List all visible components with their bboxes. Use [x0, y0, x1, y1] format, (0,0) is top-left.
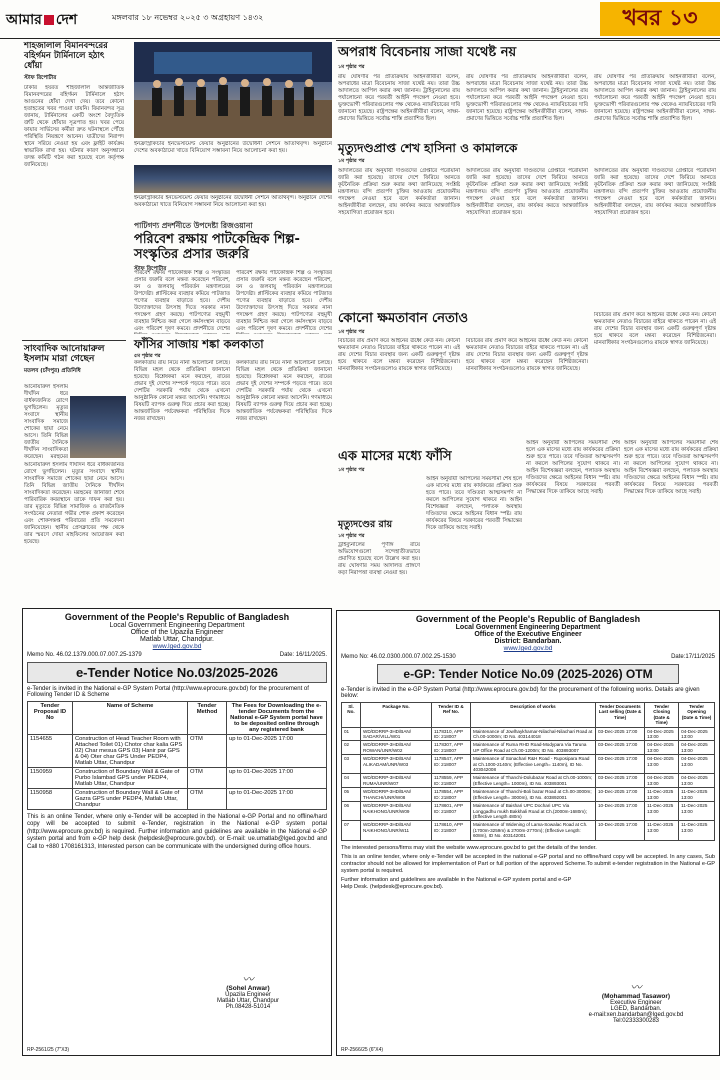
- cell-closing: 11-Dec-2025 13:00: [645, 821, 679, 840]
- crime-body-col1: রায় ঘোষণার পর প্রতিক্রিয়ায় আইনজীবীরা বলেন, অপরাধের মাত্রা বিবেচনায় সাজা যথেষ্ট নয়। তারা উচ্চ আদালতে আপিল করার কথা জানান। ট্রাইব্যুনালের রায় পর্যালোচনা করে পরবর্তী আইনি পদক্ষেপ নেওয়া হবে। ভুক্তভোগী পরিবারগুলোর পক্ষ থেকেও ন্যায়বিচারের দাবি জানানো হয়েছে। রাষ্ট্রপক্ষের আইনজীবীরা বলেন, সাক্ষ্য-প্রমাণের ভিত্তিতে সর্বোচ্চ শাস্তি প্রত্যাশিত ছিল।: [338, 74, 460, 122]
- table-row: [342, 755, 715, 774]
- cell-closing: 04-Dec-2025 13:00: [645, 774, 679, 788]
- ad-footer-rules: This is an online tender, where only e-Tender will be accepted in the national e-GP portal and no offline/hard copy will be accepted. In any cases, Sub contractor should not be allowed for implementation of Part or full portion of the approved Scheme.To submit e-tender registration in the National e-GP system portal is required.: [341, 854, 715, 874]
- cell-description: Maintenance of Widening of Lama-Sowalac Road at Ch.(1700m-3259m) & 2700m-2770m); (Effective Length: 608m), ID No. 403142001: [471, 821, 596, 840]
- cell-scheme: Construction of Boundary Wall & Gate of Gazra GPS under PEDP4, Matlab Uttar, Chandpur: [73, 789, 188, 810]
- sig-name: (Sohel Anwar): [226, 985, 270, 992]
- cell-description: Maintenance of Thanchi-Dolubazar Road at Ch.00-1000m; (Effective Length= 1000m), ID No. 403893001: [471, 774, 596, 788]
- signature-mark: 〰: [630, 981, 642, 994]
- cell-package: WD/DDRRP-3HD/BAN/ ROWAN/UNR/W02: [361, 741, 432, 755]
- ad-footer: This is an online Tender, where only e-Tender will be accepted in the National e-GP Portal and no offline/hard copy will be accepted to submit e-Tender, registration in the National e-GP system portal (http://www.eprocure.gov.bd) is required. Further information and guidelines are available in the National e-GP system portal and from e-GP help desk (helpdesk@eprocure.gov.bd). or E-mail: ue.umatlab@lged.gov.bd and Call to +880 1708161313, Interested person can be communicate with the undersigned during office hours.: [27, 814, 327, 850]
- cell-closing: 11-Dec-2025 13:00: [645, 788, 679, 802]
- table-row: [342, 821, 715, 840]
- table-header-row: [28, 702, 327, 735]
- cell-description: Maintenance of Ruma RHD Road-Modypara Via Taruna UP Office Road at Ch.00-1200m; ID No. 403893007: [471, 741, 596, 755]
- cell-package: WD/DDRRP-3HD/BAN/ ALIKADAM/UNR/W03: [361, 755, 432, 774]
- cell-opening: 04-Dec-2025 13:00: [679, 755, 715, 774]
- cell-closing: 11-Dec-2025 13:00: [645, 802, 679, 821]
- brand-dot: [44, 15, 54, 25]
- fire-story: [24, 42, 124, 317]
- sig-title: Upazila Engineer: [225, 992, 271, 998]
- cell-tender-id: 1178547, APP ID: 218007: [432, 755, 471, 774]
- ad-district-line: District: Bandarban.: [494, 638, 562, 645]
- cell-tender-id: 1178559, APP ID: 218007: [432, 774, 471, 788]
- section-page-tag: খবর ১৩: [600, 2, 720, 36]
- cell-package: WD/DDRRP-3HD/BAN/ SADAR/VILL/W01: [361, 727, 432, 741]
- crime-headline: অপরাধ বিবেচনায় সাজা যথেষ্ট নয়: [338, 45, 517, 60]
- nota-body-col3: বিচারের রায় প্রমাণ করে আইনের ঊর্ধ্বে কেউ নন। কোনো ক্ষমতাবান নেতাও বিচারের বাইরে থাকতে পারেন না। এই রায় দেশের বিচার ব্যবস্থার জন্য একটি গুরুত্বপূর্ণ দৃষ্টান্ত হয়ে থাকবে বলে মন্তব্য করেছেন বিশিষ্টজনেরা। মানবাধিকার সংগঠনগুলোও রায়কে স্বাগত জানিয়েছে।: [594, 312, 716, 346]
- cell-tender-id: 1178601, APP ID: 218007: [432, 802, 471, 821]
- page-header: [0, 0, 720, 39]
- crime-body-col3: রায় ঘোষণার পর প্রতিক্রিয়ায় আইনজীবীরা বলেন, অপরাধের মাত্রা বিবেচনায় সাজা যথেষ্ট নয়। তারা উচ্চ আদালতে আপিল করার কথা জানান। ট্রাইব্যুনালের রায় পর্যালোচনা করে পরবর্তী আইনি পদক্ষেপ নেওয়া হবে। ভুক্তভোগী পরিবারগুলোর পক্ষ থেকেও ন্যায়বিচারের দাবি জানানো হয়েছে। রাষ্ট্রপক্ষের আইনজীবীরা বলেন, সাক্ষ্য-প্রমাণের ভিত্তিতে সর্বোচ্চ শাস্তি প্রত্যাশিত ছিল।: [594, 74, 716, 122]
- sig-place: Matlab Uttar, Chandpur: [216, 998, 280, 1004]
- nota-headline: কোনো ক্ষমতাবান নেতাও: [338, 311, 469, 326]
- fashi-kicker: ৫ম পৃষ্ঠার পর: [134, 353, 161, 360]
- obit-headline: সাংবাদিক আনোয়ারুল ইসলাম মারা গেছেন: [24, 344, 105, 365]
- cell-sl: 05: [342, 788, 361, 802]
- masthead-logo: [6, 8, 77, 32]
- cell-selling: 03-Dec-2025 17:00: [596, 774, 645, 788]
- cell-scheme: Construction of Head Teacher Room with Attached Toilet 01) Chotor char kalia GPS 02) Char mesua GPS 03) Hanir par GPS & 04) Oter char GPS Under PEDP4, Matlab Uttar, Chandpur: [73, 735, 188, 768]
- cell-fee: up to 01-Dec-2025 17:00: [227, 768, 327, 789]
- park-body-col2: পরিবেশ রক্ষায় পাটকেন্দ্রিক শিল্প ও সংস্কৃতির প্রসার জরুরি বলে মন্তব্য করেছেন পরিবেশ, বন ও জলবায়ু পরিবর্তন মন্ত্রণালয়ের উপদেষ্টা। প্লাস্টিকের ব্যবহার কমিয়ে পাটজাত পণ্যের ব্যবহার বাড়াতে হবে। দেশীয় উদ্যোক্তাদের উৎসাহ দিতে সরকার নানা পদক্ষেপ গ্রহণ করছে। পাটপণ্যের বহুমুখী ব্যবহার নিশ্চিত করা গেলে কর্মসংস্থান বাড়বে এবং পরিবেশ দূষণ কমবে। প্রদর্শনীতে দেশের: [236, 270, 332, 332]
- ad-memo: Memo No. 46.02.1379.000.07.007.25-1379: [27, 652, 142, 658]
- ad-footer-visit: The interested persons/firms may visit the website www.eprocure.gov.bd to get the details of the tender.: [341, 844, 597, 851]
- ad-memo: Memo No: 46.02.0300.000.07.002.25-1530: [341, 654, 456, 660]
- cell-opening: 11-Dec-2025 13:00: [679, 788, 715, 802]
- col-header: Tender Proposal ID No: [28, 702, 73, 735]
- cell-opening: 04-Dec-2025 13:00: [679, 727, 715, 741]
- brand-left: আমার: [6, 12, 42, 28]
- nota-story: [338, 312, 538, 336]
- photo-caption: ইনফ্রাস্ট্রাকচার ইনভেস্টমেন্ট ফেয়ার অনুষ্ঠানের উদ্বোধনী সেশনে অতিথিবৃন্দ। অনুষ্ঠানে দেশের অবকাঠামো খাতে বিনিয়োগ সম্ভাবনা নিয়ে আলোচনা করা হয়।: [134, 141, 332, 154]
- cell-scheme: Construction of Boundary Wall & Gate of Purbo Islambad GPS under PEDP4, Matlab Uttar, Chandpur: [73, 768, 188, 789]
- cell-package: WD/DDRRP-3HD/BAN/ THANCHI/UNR/W08: [361, 788, 432, 802]
- cell-description: Maintenance of Thanchi-Boli bazar Road at Ch.00-3000m; (Effective Length= 3000m), ID No. 403892001: [471, 788, 596, 802]
- col-header: The Fees for Downloading the e-tender Documents from the National e-GP System portal have to be deposited online through any registered bank: [227, 702, 327, 735]
- cell-opening: 11-Dec-2025 13:00: [679, 802, 715, 821]
- cell-sl: 06: [342, 802, 361, 821]
- month-body-col3: আইন অনুযায়ী আপিলের সময়সীমা শেষ হলে এক মাসের মধ্যে রায় কার্যকরের প্রক্রিয়া শুরু হতে পারে। তবে দণ্ডিতরা আত্মসমর্পণ না করলে আপিলের সুযোগ থাকবে না। আইন বিশেষজ্ঞরা বলছেন, পলাতক অবস্থায় দণ্ডিতদের ক্ষেত্রে আইনের বিধান স্পষ্ট। রায় কার্যকরের বিষয়ে সরকারের পরবর্তী সিদ্ধান্তের দিকে তাকিয়ে আছে সবাই।: [624, 440, 718, 495]
- cell-id: 1150959: [28, 768, 73, 789]
- cell-method: OTM: [188, 768, 227, 789]
- ad-date: Date:17/11/2025: [671, 654, 715, 660]
- ad-date: Date: 16/11/2025.: [279, 652, 327, 658]
- nota-body-col1: বিচারের রায় প্রমাণ করে আইনের ঊর্ধ্বে কেউ নন। কোনো ক্ষমতাবান নেতাও বিচারের বাইরে থাকতে পারেন না। এই রায় দেশের বিচার ব্যবস্থার জন্য একটি গুরুত্বপূর্ণ দৃষ্টান্ত হয়ে থাকবে বলে মন্তব্য করেছেন বিশিষ্টজনেরা। মানবাধিকার সংগঠনগুলোও রায়কে স্বাগত জানিয়েছে।: [338, 338, 460, 372]
- month-headline: এক মাসের মধ্যে ফাঁসি: [338, 449, 452, 464]
- cell-package: WD/DDRRP-3HD/BAN/ NAIKHONG/UNR/W09: [361, 802, 432, 821]
- table-row: [342, 774, 715, 788]
- conference-photo-art: [134, 42, 332, 138]
- ad-tender-title: e-GP: Tender Notice No.09 (2025-2026) OTM: [377, 664, 679, 684]
- month-body-col2: আইন অনুযায়ী আপিলের সময়সীমা শেষ হলে এক মাসের মধ্যে রায় কার্যকরের প্রক্রিয়া শুরু হতে পারে। তবে দণ্ডিতরা আত্মসমর্পণ না করলে আপিলের সুযোগ থাকবে না। আইন বিশেষজ্ঞরা বলছেন, পলাতক অবস্থায় দণ্ডিতদের ক্ষেত্রে আইনের বিধান স্পষ্ট। রায় কার্যকরের বিষয়ে সরকারের পরবর্তী সিদ্ধান্তের দিকে তাকিয়ে আছে সবাই।: [526, 440, 620, 495]
- verdict-headline: মৃত্যুদণ্ডের রায়: [338, 519, 393, 530]
- ad-tender-table: [341, 702, 715, 841]
- table-row: [342, 802, 715, 821]
- nota-kicker: ১ম পৃষ্ঠার পর: [338, 328, 365, 335]
- table-header-row: [342, 703, 715, 728]
- cell-opening: 11-Dec-2025 13:00: [679, 821, 715, 840]
- crime-body-col2: রায় ঘোষণার পর প্রতিক্রিয়ায় আইনজীবীরা বলেন, অপরাধের মাত্রা বিবেচনায় সাজা যথেষ্ট নয়। তারা উচ্চ আদালতে আপিল করার কথা জানান। ট্রাইব্যুনালের রায় পর্যালোচনা করে পরবর্তী আইনি পদক্ষেপ নেওয়া হবে। ভুক্তভোগী পরিবারগুলোর পক্ষ থেকেও ন্যায়বিচারের দাবি জানানো হয়েছে। রাষ্ট্রপক্ষের আইনজীবীরা বলেন, সাক্ষ্য-প্রমাণের ভিত্তিতে সর্বোচ্চ শাস্তি প্রত্যাশিত ছিল।: [466, 74, 588, 122]
- cell-fee: up to 01-Dec-2025 17:00: [227, 789, 327, 810]
- col-header: Name of Scheme: [73, 702, 188, 735]
- obit-portrait-photo: [70, 396, 126, 458]
- cell-description: Maintenance of Baishari UPC Dochari UPC Via Longgadhu mukh Bakkhali Road at Ch.(2000m-1680m); (Effective Length 480m): [471, 802, 596, 821]
- verdict-kicker: ১ম পৃষ্ঠার পর: [338, 532, 365, 539]
- table-row: [342, 741, 715, 755]
- tender-ad-matlab: [22, 608, 332, 1056]
- cell-selling: 10-Dec-2025 17:00: [596, 821, 645, 840]
- cell-selling: 03-Dec-2025 17:00: [596, 741, 645, 755]
- cell-description: Maintenance of Jowlhaykhamar-Nilachal-Nilachari Road at Ch.00-1000m; ID No. 403144018: [471, 727, 596, 741]
- cell-selling: 03-Dec-2025 17:00: [596, 727, 645, 741]
- divider: [22, 340, 126, 341]
- sig-phone: Ph.08428-51014: [225, 1004, 271, 1010]
- col-header: Sl. No.: [342, 703, 361, 728]
- second-caption: ইনফ্রাস্ট্রাকচার ইনভেস্টমেন্ট ফেয়ার অনুষ্ঠানের উদ্বোধনী সেশনে অতিথিবৃন্দ। অনুষ্ঠানে দেশের অবকাঠামো খাতে বিনিয়োগ সম্ভাবনা নিয়ে আলোচনা করা হয়।: [134, 195, 332, 208]
- obit-byline: মতলব (চাঁদপুর) প্রতিনিধি: [24, 367, 81, 374]
- cell-package: WD/DDRRP-3HD/BAN/ NAIKHONG/UNR/W11: [361, 821, 432, 840]
- cell-sl: 01: [342, 727, 361, 741]
- second-photo-block: [134, 165, 332, 217]
- sig-mail: e-mail:xen.bandarban@lged.gov.bd: [588, 1012, 684, 1018]
- ad-dept-line: Local Government Engineering Department: [109, 622, 245, 629]
- col-header: Package No.: [361, 703, 432, 728]
- divider: [336, 40, 720, 41]
- death-story: [338, 142, 718, 165]
- brand-right: দেশ: [55, 12, 78, 28]
- table-row: [28, 735, 327, 768]
- ad-website-link[interactable]: www.lged.gov.bd: [152, 643, 202, 650]
- cell-sl: 02: [342, 741, 361, 755]
- table-row: [28, 768, 327, 789]
- crime-kicker: ১ম পৃষ্ঠার পর: [338, 63, 365, 70]
- cell-opening: 04-Dec-2025 13:00: [679, 774, 715, 788]
- ad-footer-help: Further information and guidelines are available in the National e-GP system portal and e-GP Help Desk. (helpdesk@eprocure.gov.bd).: [341, 876, 572, 890]
- ad-office-line: Office of the Executive Engineer: [474, 631, 582, 638]
- fashi-story: [134, 338, 332, 360]
- nota-body-col2: বিচারের রায় প্রমাণ করে আইনের ঊর্ধ্বে কেউ নন। কোনো ক্ষমতাবান নেতাও বিচারের বাইরে থাকতে পারেন না। এই রায় দেশের বিচার ব্যবস্থার জন্য একটি গুরুত্বপূর্ণ দৃষ্টান্ত হয়ে থাকবে বলে মন্তব্য করেছেন বিশিষ্টজনেরা। মানবাধিকার সংগঠনগুলোও রায়কে স্বাগত জানিয়েছে।: [466, 338, 588, 372]
- ad-gov-line: Government of the People's Republic of Bangladesh: [415, 614, 641, 624]
- cell-tender-id: 1178610, APP ID: 218007: [432, 821, 471, 840]
- ad-website-link[interactable]: www.lged.gov.bd: [503, 645, 553, 652]
- ad-rp-code: RP-2561/25 (7"X3): [27, 1047, 70, 1053]
- cell-fee: up to 01-Dec-2025 17:00: [227, 735, 327, 768]
- ad-rp-code: RP-2566/25 (6"X4): [341, 1047, 384, 1053]
- fire-headline: শাহজালাল বিমানবন্দরের বহির্গমন টার্মিনালে হঠাৎ ধোঁয়া: [24, 41, 108, 71]
- obit-body-top: আনোয়ারুল ইসলাম দীর্ঘদিন ধরে বার্ধক্যজনিত রোগে ভুগছিলেন। মৃত্যুর সংবাদে স্থানীয় সাংবাদিক সমাজে শোকের ছায়া নেমে আসে। তিনি বিভিন্ন জাতীয় দৈনিকে দীর্ঘদিন সাংবাদিকতা করেছেন। মরহুমের: [24, 384, 68, 460]
- col-header: Tender Closing (Date & Time): [645, 703, 679, 728]
- crime-story: [338, 46, 718, 71]
- ad-intro: e-Tender is invited in the e-GP System Portal (http://www.eprocure.gov.bd) for the procurement of the following works. Details are given below:: [341, 687, 700, 699]
- ad-intro: e-Tender is invited in the National e-GP System Portal (http://www.eprocure.gov.bd) for the procurement of Following Tender ID & Scheme: [27, 686, 309, 698]
- cell-selling: 03-Dec-2025 17:00: [596, 755, 645, 774]
- month-body-col1: আইন অনুযায়ী আপিলের সময়সীমা শেষ হলে এক মাসের মধ্যে রায় কার্যকরের প্রক্রিয়া শুরু হতে পারে। তবে দণ্ডিতরা আত্মসমর্পণ না করলে আপিলের সুযোগ থাকবে না। আইন বিশেষজ্ঞরা বলছেন, পলাতক অবস্থায় দণ্ডিতদের ক্ষেত্রে আইনের বিধান স্পষ্ট। রায় কার্যকরের বিষয়ে সরকারের পরবর্তী সিদ্ধান্তের দিকে তাকিয়ে আছে সবাই।: [426, 476, 522, 531]
- month-story: [338, 450, 538, 474]
- fashi-headline: ফাঁসির সাজায় শঙ্কা কলকাতা: [134, 337, 264, 351]
- park-body-col1: পরিবেশ রক্ষায় পাটকেন্দ্রিক শিল্প ও সংস্কৃতির প্রসার জরুরি বলে মন্তব্য করেছেন পরিবেশ, বন ও জলবায়ু পরিবর্তন মন্ত্রণালয়ের উপদেষ্টা। প্লাস্টিকের ব্যবহার কমিয়ে পাটজাত পণ্যের ব্যবহার বাড়াতে হবে। দেশীয় উদ্যোক্তাদের উৎসাহ দিতে সরকার নানা পদক্ষেপ গ্রহণ করছে। পাটপণ্যের বহুমুখী ব্যবহার নিশ্চিত করা গেলে কর্মসংস্থান বাড়বে এবং পরিবেশ দূষণ কমবে। প্রদর্শনীতে দেশের: [134, 270, 230, 332]
- ad-memo-row: [23, 650, 331, 660]
- ad-memo-row: [337, 652, 719, 662]
- cell-package: WD/DDRRP-3HD/BAN/ RUMA/UNR/W07: [361, 774, 432, 788]
- ad-place-line: Matlab Uttar, Chandpur.: [140, 636, 214, 643]
- cell-sl: 03: [342, 755, 361, 774]
- month-kicker: ১ম পৃষ্ঠার পর: [338, 466, 365, 473]
- cell-closing: 04-Dec-2025 13:00: [645, 741, 679, 755]
- col-header: Tender Documents Last selling (Date & Time): [596, 703, 645, 728]
- sig-org: LGED, Bandarban.: [610, 1006, 662, 1012]
- issue-date: মঙ্গলবার ১৮ নভেম্বর ২০২৫ ৩ অগ্রহায়ণ ১৪৩২: [112, 13, 264, 22]
- cell-tender-id: 1178307, APP ID: 218007: [432, 741, 471, 755]
- cell-id: 1154655: [28, 735, 73, 768]
- signature-mark: 〰: [242, 973, 254, 986]
- cell-description: Maintenance of Sonachari R&H Road - Ruposipara Road at Ch.1000-2140m; (Effective Length= 1140m), ID No. 403042008: [471, 755, 596, 774]
- cell-method: OTM: [188, 735, 227, 768]
- sig-title: Executive Engineer: [610, 1000, 662, 1006]
- cell-selling: 10-Dec-2025 17:00: [596, 802, 645, 821]
- park-story: [134, 222, 332, 272]
- park-kicker: পাটিগণ্য প্রদর্শনীতে উপদেষ্টা রিজওয়ানা: [134, 221, 253, 230]
- meeting-photo: [134, 165, 332, 193]
- cell-tender-id: 1178310, APP ID: 218007: [432, 727, 471, 741]
- table-row: [28, 789, 327, 810]
- col-header: Description of works: [471, 703, 596, 728]
- ad-signature-block: [561, 979, 711, 1024]
- cell-closing: 04-Dec-2025 13:00: [645, 727, 679, 741]
- ad-gov-line: Government of the People's Republic of Bangladesh: [64, 612, 290, 622]
- death-headline: মৃত্যুদণ্ডপ্রাপ্ত শেখ হাসিনা ও কামালকে: [338, 141, 518, 155]
- cell-closing: 04-Dec-2025 13:00: [645, 755, 679, 774]
- fashi-body-col1: কলকাতায় রায় নিয়ে নানা আলোচনা চলছে। বিভিন্ন মহল থেকে প্রতিক্রিয়া জানানো হয়েছে। বিশ্লেষকরা মনে করছেন, রায়ের প্রভাব দুই দেশের সম্পর্কে পড়তে পারে। তবে দেশটির সরকারি পর্যায় থেকে এখনো আনুষ্ঠানিক কোনো মন্তব্য আসেনি। গণমাধ্যমে বিষয়টি ব্যাপক গুরুত্ব দিয়ে প্রচার করা হচ্ছে। আন্তর্জাতিক পর্যবেক্ষকরা পরিস্থিতির দিকে নজর রাখছেন।: [134, 360, 230, 422]
- fire-byline: স্টাফ রিপোর্টার: [24, 75, 57, 82]
- fashi-body-col2: কলকাতায় রায় নিয়ে নানা আলোচনা চলছে। বিভিন্ন মহল থেকে প্রতিক্রিয়া জানানো হয়েছে। বিশ্লেষকরা মনে করছেন, রায়ের প্রভাব দুই দেশের সম্পর্কে পড়তে পারে। তবে দেশটির সরকারি পর্যায় থেকে এখনো আনুষ্ঠানিক কোনো মন্তব্য আসেনি। গণমাধ্যমে বিষয়টি ব্যাপক গুরুত্ব দিয়ে প্রচার করা হচ্ছে। আন্তর্জাতিক পর্যবেক্ষকরা পরিস্থিতির দিকে নজর রাখছেন।: [236, 360, 332, 422]
- col-header: Tender ID & Ref No.: [432, 703, 471, 728]
- death-kicker: ১ম পৃষ্ঠার পর: [338, 157, 365, 164]
- death-body-col1: আদালতের রায় অনুযায়ী দণ্ডিতদের গ্রেপ্তারে পরোয়ানা জারি করা হয়েছে। তাদের দেশে ফিরিয়ে আনতে কূটনৈতিক প্রক্রিয়া শুরু করার কথা জানিয়েছে সংশ্লিষ্ট মন্ত্রণালয়। বন্দি প্রত্যর্পণ চুক্তির আওতায় প্রয়োজনীয় পদক্ষেপ নেওয়া হবে বলে কর্মকর্তারা জানান। আইনজীবীরা বলছেন, রায় কার্যকর করতে আন্তর্জাতিক সহযোগিতা প্রয়োজন হবে।: [338, 168, 460, 216]
- ad-office-line: Office of the Upazila Engineer: [130, 629, 224, 636]
- ad-tender-title: e-Tender Notice No.03/2025-2026: [27, 662, 327, 683]
- cell-selling: 10-Dec-2025 17:00: [596, 788, 645, 802]
- sig-name: (Mohammad Tasawor): [601, 993, 671, 1000]
- death-body-col3: আদালতের রায় অনুযায়ী দণ্ডিতদের গ্রেপ্তারে পরোয়ানা জারি করা হয়েছে। তাদের দেশে ফিরিয়ে আনতে কূটনৈতিক প্রক্রিয়া শুরু করার কথা জানিয়েছে সংশ্লিষ্ট মন্ত্রণালয়। বন্দি প্রত্যর্পণ চুক্তির আওতায় প্রয়োজনীয় পদক্ষেপ নেওয়া হবে বলে কর্মকর্তারা জানান। আইনজীবীরা বলছেন, রায় কার্যকর করতে আন্তর্জাতিক সহযোগিতা প্রয়োজন হবে।: [594, 168, 716, 216]
- verdict-body: ট্রাইব্যুনালের পূর্ণাঙ্গ রায়ে অভিযোগগুলো সন্দেহাতীতভাবে প্রমাণিত হয়েছে বলে উল্লেখ করা হয়। রায় ঘোষণার সময় আদালত প্রাঙ্গণে কড়া নিরাপত্তা ব্যবস্থা নেওয়া হয়।: [338, 541, 420, 576]
- death-body-col2: আদালতের রায় অনুযায়ী দণ্ডিতদের গ্রেপ্তারে পরোয়ানা জারি করা হয়েছে। তাদের দেশে ফিরিয়ে আনতে কূটনৈতিক প্রক্রিয়া শুরু করার কথা জানিয়েছে সংশ্লিষ্ট মন্ত্রণালয়। বন্দি প্রত্যর্পণ চুক্তির আওতায় প্রয়োজনীয় পদক্ষেপ নেওয়া হবে বলে কর্মকর্তারা জানান। আইনজীবীরা বলছেন, রায় কার্যকর করতে আন্তর্জাতিক সহযোগিতা প্রয়োজন হবে।: [466, 168, 588, 216]
- sig-tel: Tel:02333300283: [612, 1018, 660, 1024]
- cell-opening: 04-Dec-2025 13:00: [679, 741, 715, 755]
- table-row: [342, 788, 715, 802]
- col-header: Tender Method: [188, 702, 227, 735]
- conference-photo: [134, 42, 332, 138]
- cell-tender-id: 1178554, APP ID: 218007: [432, 788, 471, 802]
- tender-ad-bandarban: [336, 610, 720, 1056]
- table-row: [342, 727, 715, 741]
- fire-body: ঢাকার হযরত শাহজালাল আন্তর্জাতিক বিমানবন্দরের বহির্গমন টার্মিনালে হঠাৎ আগুনের ধোঁয়া দেখা দেয়। তবে কোনো হতাহতের খবর পাওয়া যায়নি। বিমানবন্দর সূত্র জানায়, টার্মিনালের একটি অংশে বৈদ্যুতিক ত্রুটি থেকে ধোঁয়ার সূত্রপাত হয়। খবর পেয়ে ফায়ার সার্ভিসের কর্মীরা দ্রুত ঘটনাস্থলে পৌঁছে পরিস্থিতি নিয়ন্ত্রণে আনেন। যাত্রীদের নিরাপদ স্থানে সরিয়ে নেওয়া হয় এবং ফ্লাইট কার্যক্রম স্বাভাবিক রাখা হয়। ঘটনার কারণ অনুসন্ধানে তদন্ত কমিটি গঠন করা হয়েছে বলে কর্তৃপক্ষ জানিয়েছে।: [24, 84, 124, 168]
- park-byline: স্টাফ রিপোর্টার: [134, 265, 167, 272]
- obit-story: [24, 344, 124, 374]
- cell-sl: 07: [342, 821, 361, 840]
- ad-tender-table: [27, 701, 327, 810]
- cell-sl: 04: [342, 774, 361, 788]
- obit-body: আনোয়ারুল ইসলাম দীর্ঘদিন ধরে বার্ধক্যজনিত রোগে ভুগছিলেন। মৃত্যুর সংবাদে স্থানীয় সাংবাদিক সমাজে শোকের ছায়া নেমে আসে। তিনি বিভিন্ন জাতীয় দৈনিকে দীর্ঘদিন সাংবাদিকতা করেছেন। মরহুমের জানাজা শেষে পারিবারিক কবরস্থানে তাকে দাফন করা হয়। তার মৃত্যুতে বিভিন্ন সামাজিক ও রাজনৈতিক সংগঠনের নেতারা গভীর শোক প্রকাশ করেছেন এবং শোকসন্তপ্ত পরিবারের প্রতি সমবেদনা জানিয়েছেন। স্থানীয় প্রেসক্লাবের পক্ষ থেকে তার স্মরণে দোয়া মাহফিলের আয়োজন করা হয়েছে।: [24, 462, 124, 545]
- park-headline: পরিবেশ রক্ষায় পাটকেন্দ্রিক শিল্প-সংস্কৃতির প্রসার জরুরি: [134, 231, 300, 262]
- cell-id: 1150958: [28, 789, 73, 810]
- ad-signature-block: [173, 971, 323, 1010]
- cell-method: OTM: [188, 789, 227, 810]
- col-header: Tender Opening (Date & Time): [679, 703, 715, 728]
- ad-dept-line: Local Government Engineering Department: [455, 624, 601, 631]
